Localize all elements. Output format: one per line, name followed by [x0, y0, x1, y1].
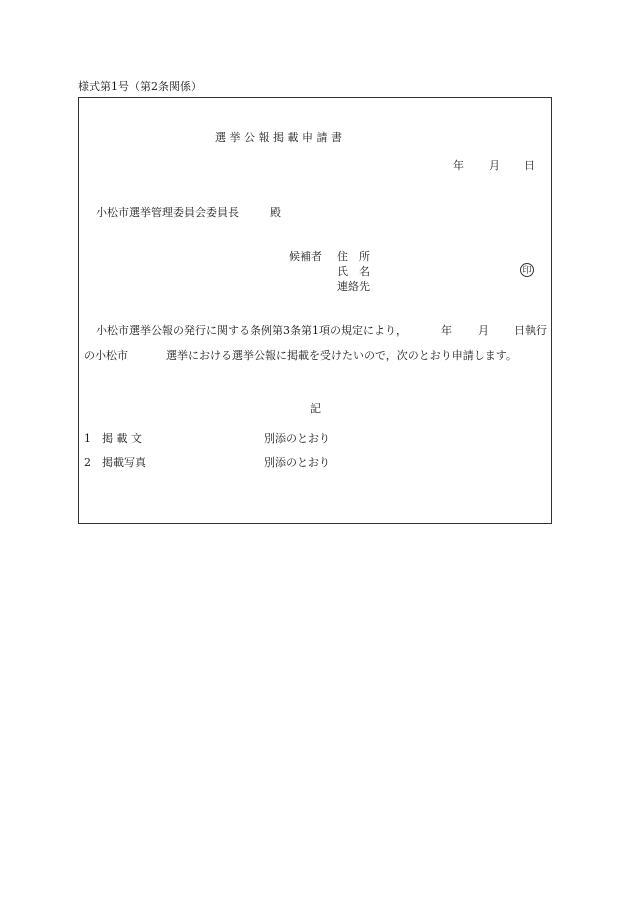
- body-line1-year: 年: [441, 324, 452, 337]
- item-value: 別添のとおり: [264, 456, 330, 469]
- address-label: 住 所: [337, 250, 370, 263]
- body-line1-text: 小松市選挙公報の発行に関する条例第3条第1項の規定により，: [96, 324, 407, 337]
- form-label: 様式第1号（第2条関係）: [78, 80, 202, 93]
- date-year: 年: [453, 159, 464, 172]
- body-line1-day-end: 日執行: [514, 324, 547, 337]
- body-line2-text: 選挙における選挙公報に掲載を受けたいので，次のとおり申請します。: [166, 349, 517, 362]
- date-month: 月: [489, 159, 500, 172]
- document-title: 選 挙 公 報 掲 載 申 請 書: [215, 131, 342, 144]
- item-label: 掲 載 文: [102, 432, 142, 445]
- ki-heading: 記: [310, 402, 321, 415]
- item-number: 1: [84, 432, 91, 445]
- name-label: 氏 名: [337, 265, 370, 278]
- body-line1-month: 月: [478, 324, 489, 337]
- date-day: 日: [524, 159, 535, 172]
- addressee-name: 小松市選挙管理委員会委員長: [96, 206, 239, 219]
- item-value: 別添のとおり: [264, 432, 330, 445]
- body-line2-start: の小松市: [84, 349, 128, 362]
- seal-mark: 印: [520, 263, 534, 277]
- contact-label: 連絡先: [337, 280, 370, 293]
- item-label: 掲載写真: [102, 456, 146, 469]
- addressee-honorific: 殿: [270, 206, 281, 219]
- item-number: 2: [84, 456, 91, 469]
- applicant-role: 候補者: [289, 250, 322, 263]
